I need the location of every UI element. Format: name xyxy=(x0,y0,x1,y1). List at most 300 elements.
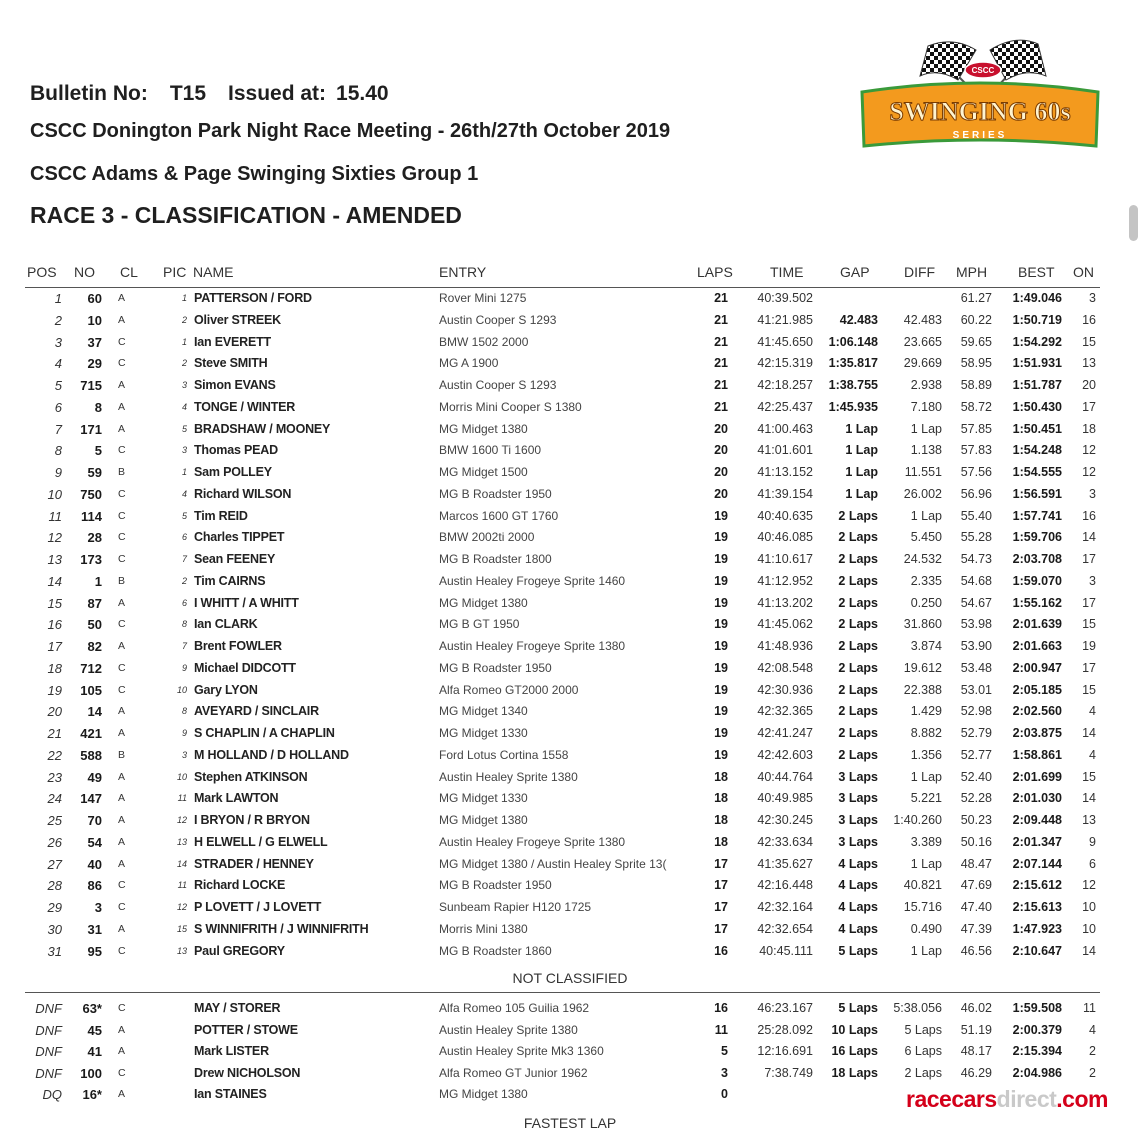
cell-pic: 13 xyxy=(176,836,187,847)
cell-diff: 22.388 xyxy=(903,682,942,697)
cell-mph: 50.23 xyxy=(960,813,992,827)
cell-best: 2:07.144 xyxy=(1012,856,1062,871)
table-row xyxy=(0,922,1140,943)
cell-best: 1:50.430 xyxy=(1012,399,1062,414)
cell-no: 28 xyxy=(87,530,102,546)
cell-name: Sean FEENEY xyxy=(194,552,276,566)
cell-best: 1:55.162 xyxy=(1012,595,1062,610)
cell-on: 12 xyxy=(1082,878,1096,893)
col-laps: LAPS xyxy=(697,264,733,280)
table-row xyxy=(0,617,1140,638)
cell-time: 42:08.548 xyxy=(757,660,813,675)
cell-entry: Alfa Romeo GT Junior 1962 xyxy=(439,1065,588,1080)
cell-on: 17 xyxy=(1082,660,1096,675)
cell-entry: Rover Mini 1275 xyxy=(439,291,527,305)
cell-mph: 47.40 xyxy=(960,900,992,914)
cell-time: 42:15.319 xyxy=(757,356,813,371)
cell-best: 2:09.448 xyxy=(1012,813,1062,827)
cell-entry: BMW 2002ti 2000 xyxy=(439,530,535,545)
cell-cl: A xyxy=(118,400,126,413)
table-row xyxy=(0,1066,1140,1087)
cell-name: Simon EVANS xyxy=(194,378,276,392)
cell-gap: 18 Laps xyxy=(831,1065,878,1080)
cell-no: 70 xyxy=(87,813,102,828)
cell-no: 59 xyxy=(87,465,102,480)
cell-cl: C xyxy=(118,509,126,522)
cell-laps: 11 xyxy=(714,1022,728,1037)
cell-best: 1:57.741 xyxy=(1012,508,1062,523)
cell-pos: 5 xyxy=(54,378,62,393)
cell-on: 15 xyxy=(1082,682,1096,697)
cell-name: MAY / STORER xyxy=(194,1001,281,1015)
cell-pos: 10 xyxy=(47,486,62,502)
cell-laps: 21 xyxy=(714,334,728,349)
cell-pos: 29 xyxy=(47,900,62,915)
cell-no: 750 xyxy=(80,486,102,502)
cell-time: 40:40.635 xyxy=(757,508,813,523)
cell-laps: 19 xyxy=(714,617,728,632)
cell-no: 60 xyxy=(87,291,102,306)
cell-best: 1:54.292 xyxy=(1012,334,1062,349)
cell-mph: 59.65 xyxy=(960,334,992,349)
cell-gap: 2 Laps xyxy=(838,617,878,632)
cell-laps: 19 xyxy=(714,573,728,588)
table-row xyxy=(0,791,1140,812)
cell-no: 16* xyxy=(82,1087,102,1102)
logo-text: SWINGING 60s xyxy=(889,97,1071,126)
cell-gap: 1:38.755 xyxy=(828,378,878,392)
cell-pos: 30 xyxy=(47,921,62,937)
cell-time: 42:42.603 xyxy=(757,747,813,762)
cell-pos: 1 xyxy=(54,291,62,306)
table-row xyxy=(0,835,1140,856)
cell-on: 20 xyxy=(1082,378,1096,392)
cell-time: 42:33.634 xyxy=(757,834,813,849)
cell-diff: 1 Lap xyxy=(910,856,942,871)
cell-mph: 53.98 xyxy=(960,617,992,632)
cell-on: 9 xyxy=(1089,834,1096,849)
cell-gap: 1:45.935 xyxy=(828,399,878,414)
cell-pic: 11 xyxy=(177,880,187,891)
cell-mph: 52.28 xyxy=(960,791,992,806)
cell-no: 712 xyxy=(80,660,102,676)
cell-time: 46:23.167 xyxy=(757,1001,813,1015)
cell-no: 10 xyxy=(87,312,102,328)
cell-pic: 1 xyxy=(181,336,187,347)
cell-laps: 21 xyxy=(714,399,728,414)
cell-entry: Alfa Romeo 105 Guilia 1962 xyxy=(439,1001,590,1015)
cell-time: 41:01.601 xyxy=(757,443,813,458)
cell-gap: 10 Laps xyxy=(831,1022,878,1037)
cell-time: 42:25.437 xyxy=(757,399,813,414)
cell-time: 41:45.650 xyxy=(757,334,813,349)
col-no: NO xyxy=(74,264,95,280)
cell-cl: C xyxy=(118,531,126,544)
cell-time: 41:39.154 xyxy=(757,486,813,501)
cell-pic: 12 xyxy=(176,815,187,825)
cell-mph: 52.79 xyxy=(960,726,992,740)
cell-cl: A xyxy=(118,814,126,826)
cell-pos: DQ xyxy=(42,1087,62,1102)
cell-laps: 21 xyxy=(714,356,728,371)
cell-pic: 4 xyxy=(181,401,187,412)
cell-laps: 18 xyxy=(714,834,728,849)
cell-cl: C xyxy=(118,357,126,370)
col-name: NAME xyxy=(193,264,234,280)
cell-pos: DNF xyxy=(35,1001,62,1016)
cell-mph: 53.48 xyxy=(960,660,992,675)
cell-pic: 11 xyxy=(177,793,187,804)
cell-laps: 20 xyxy=(714,465,728,479)
cell-entry: MG Midget 1380 xyxy=(439,1087,528,1101)
cell-no: 54 xyxy=(87,834,102,850)
cell-pic: 6 xyxy=(181,532,187,543)
table-row xyxy=(0,574,1140,595)
cell-gap: 42.483 xyxy=(839,312,878,327)
cell-entry: MG B Roadster 1800 xyxy=(439,552,552,566)
table-row xyxy=(0,639,1140,660)
cell-no: 421 xyxy=(80,726,102,741)
cell-no: 40 xyxy=(87,856,102,872)
cell-time: 40:39.502 xyxy=(757,291,813,305)
cell-laps: 19 xyxy=(714,595,728,610)
cell-mph: 46.56 xyxy=(960,943,992,958)
cell-on: 3 xyxy=(1089,573,1096,588)
cell-on: 16 xyxy=(1082,508,1096,523)
cell-entry: MG Midget 1330 xyxy=(439,791,528,806)
cell-diff: 1 Lap xyxy=(910,943,942,958)
cell-time: 42:16.448 xyxy=(757,878,813,893)
cell-pos: 18 xyxy=(47,660,62,676)
cell-best: 1:58.861 xyxy=(1012,747,1062,762)
table-row xyxy=(0,487,1140,508)
cell-mph: 56.96 xyxy=(960,486,992,501)
cell-pos: 4 xyxy=(54,356,62,372)
cell-no: 63* xyxy=(82,1001,102,1016)
cell-time: 41:13.202 xyxy=(757,595,813,610)
cell-pos: 17 xyxy=(47,639,62,654)
cell-on: 4 xyxy=(1089,747,1096,762)
cell-best: 2:15.394 xyxy=(1012,1044,1062,1058)
cell-on: 14 xyxy=(1082,726,1096,740)
cell-entry: MG Midget 1380 xyxy=(439,421,528,436)
cell-laps: 18 xyxy=(714,791,728,806)
cell-mph: 52.98 xyxy=(960,704,992,719)
cell-entry: Morris Mini Cooper S 1380 xyxy=(439,399,582,414)
cell-gap: 3 Laps xyxy=(838,791,878,806)
cell-time: 42:41.247 xyxy=(757,726,813,740)
watermark-part1: racecars xyxy=(906,1086,997,1112)
col-on: ON xyxy=(1073,264,1094,280)
cell-name: Michael DIDCOTT xyxy=(194,660,296,675)
cell-pic: 13 xyxy=(176,945,187,956)
bulletin-no-label: Bulletin No: xyxy=(30,82,148,105)
cell-pic: 7 xyxy=(181,554,187,564)
cell-name: Stephen ATKINSON xyxy=(194,769,308,784)
cell-diff: 1.429 xyxy=(910,704,942,719)
col-diff: DIFF xyxy=(904,264,936,280)
cell-pic: 9 xyxy=(181,662,187,673)
cell-pic: 1 xyxy=(181,293,187,303)
header-rule xyxy=(25,287,1100,288)
cell-mph: 54.68 xyxy=(960,573,992,588)
cell-name: Ian STAINES xyxy=(194,1087,267,1101)
cell-time: 25:28.092 xyxy=(757,1022,813,1037)
cell-laps: 19 xyxy=(714,704,728,719)
swinging-60s-logo xyxy=(858,36,1102,154)
cell-no: 588 xyxy=(80,747,102,763)
cell-cl: C xyxy=(118,444,126,457)
cell-mph: 58.72 xyxy=(960,399,992,414)
cell-pos: 13 xyxy=(47,552,62,567)
cell-on: 12 xyxy=(1082,465,1096,479)
cell-pos: 28 xyxy=(47,878,62,894)
cell-on: 15 xyxy=(1082,334,1096,349)
cell-diff: 5 Laps xyxy=(904,1022,942,1037)
cell-entry: MG Midget 1380 xyxy=(439,595,528,610)
table-row xyxy=(0,465,1140,486)
cell-laps: 19 xyxy=(714,682,728,697)
cell-pic: 3 xyxy=(181,380,187,390)
watermark-part3: .com xyxy=(1056,1086,1108,1112)
cell-entry: MG Midget 1380 xyxy=(439,813,528,827)
cell-mph: 58.89 xyxy=(960,378,992,392)
cell-diff: 3.389 xyxy=(910,834,942,849)
cell-cl: C xyxy=(118,487,126,500)
col-pic: PIC xyxy=(163,264,187,280)
cell-pic: 15 xyxy=(176,923,187,934)
cell-no: 147 xyxy=(80,791,102,807)
cell-time: 42:18.257 xyxy=(757,378,813,392)
table-row xyxy=(0,1023,1140,1044)
cell-no: 31 xyxy=(87,921,102,937)
cell-no: 29 xyxy=(87,356,102,372)
cell-diff: 31.860 xyxy=(903,617,942,632)
cell-diff: 42.483 xyxy=(903,312,942,327)
cell-no: 715 xyxy=(80,378,102,393)
cell-pos: DNF xyxy=(35,1065,62,1081)
cell-name: M HOLLAND / D HOLLAND xyxy=(194,747,349,762)
cell-name: Richard WILSON xyxy=(194,486,292,501)
cell-diff: 0.490 xyxy=(910,921,942,936)
cell-entry: MG A 1900 xyxy=(439,356,499,371)
cell-laps: 3 xyxy=(721,1065,728,1080)
cell-mph: 52.40 xyxy=(960,769,992,784)
cell-on: 13 xyxy=(1082,356,1096,371)
cell-on: 19 xyxy=(1082,639,1096,653)
cell-pos: DNF xyxy=(35,1044,62,1059)
cell-entry: Austin Healey Frogeye Sprite 1460 xyxy=(439,573,626,588)
cell-cl: B xyxy=(118,748,126,761)
table-row xyxy=(0,900,1140,921)
cell-gap: 1:06.148 xyxy=(828,334,878,349)
cell-time: 7:38.749 xyxy=(764,1065,813,1080)
cell-entry: MG Midget 1340 xyxy=(439,704,528,719)
cell-on: 18 xyxy=(1082,421,1096,436)
cell-name: H ELWELL / G ELWELL xyxy=(194,834,328,849)
cell-entry: Austin Healey Sprite Mk3 1360 xyxy=(439,1044,604,1058)
cell-on: 13 xyxy=(1082,813,1096,827)
cell-cl: B xyxy=(118,466,126,478)
cell-best: 2:02.560 xyxy=(1012,704,1062,719)
cell-on: 10 xyxy=(1082,900,1096,914)
cell-entry: Austin Healey Sprite 1380 xyxy=(439,769,578,784)
cell-name: Gary LYON xyxy=(194,682,258,697)
table-row xyxy=(0,1001,1140,1022)
cell-mph: 51.19 xyxy=(960,1022,992,1037)
cell-time: 40:46.085 xyxy=(757,530,813,545)
cell-mph: 60.22 xyxy=(960,312,992,327)
col-mph: MPH xyxy=(956,264,988,280)
cell-diff: 1 Lap xyxy=(910,508,942,523)
cell-no: 171 xyxy=(80,421,102,437)
table-row xyxy=(0,378,1140,399)
cell-entry: MG Midget 1500 xyxy=(439,465,528,479)
cell-best: 1:59.508 xyxy=(1012,1001,1062,1015)
cell-cl: A xyxy=(118,1023,126,1036)
issued-label: Issued at: xyxy=(228,82,327,105)
cell-pos: 26 xyxy=(47,834,62,850)
col-gap: GAP xyxy=(840,264,870,280)
table-row xyxy=(0,313,1140,334)
cell-pos: 22 xyxy=(47,747,62,763)
cell-diff: 2.335 xyxy=(910,573,942,588)
cell-name: STRADER / HENNEY xyxy=(194,856,314,871)
issued-time: 15.40 xyxy=(336,82,389,105)
series-title: CSCC Adams & Page Swinging Sixties Group 1 xyxy=(30,163,479,185)
cell-pic: 2 xyxy=(181,314,187,325)
cell-laps: 19 xyxy=(714,726,728,740)
cell-entry: Austin Cooper S 1293 xyxy=(439,312,557,327)
cell-diff: 8.882 xyxy=(910,726,942,740)
cell-mph: 55.28 xyxy=(960,530,992,545)
cell-cl: C xyxy=(118,1002,126,1014)
cell-mph: 57.85 xyxy=(960,421,992,436)
cell-pic: 12 xyxy=(176,902,187,912)
cell-pos: 21 xyxy=(47,726,62,741)
table-row xyxy=(0,813,1140,834)
cell-laps: 17 xyxy=(714,878,728,893)
table-row xyxy=(0,1044,1140,1065)
cell-entry: BMW 1600 Ti 1600 xyxy=(439,443,542,458)
cell-name: S WINNIFRITH / J WINNIFRITH xyxy=(194,921,369,936)
cell-best: 1:47.923 xyxy=(1012,921,1062,936)
cell-gap: 2 Laps xyxy=(838,747,878,762)
cell-cl: C xyxy=(118,553,126,565)
cell-best: 1:59.070 xyxy=(1012,573,1062,588)
table-row xyxy=(0,944,1140,965)
cell-name: I BRYON / R BRYON xyxy=(194,813,310,827)
cell-gap: 2 Laps xyxy=(838,595,878,610)
cell-pic: 5 xyxy=(181,423,187,434)
cell-time: 40:44.764 xyxy=(757,769,813,784)
cell-pic: 7 xyxy=(181,641,187,651)
cell-mph: 55.40 xyxy=(960,508,992,523)
cell-time: 41:10.617 xyxy=(757,552,813,566)
cell-on: 10 xyxy=(1082,921,1096,936)
cell-cl: A xyxy=(118,1045,126,1057)
cell-laps: 17 xyxy=(714,921,728,936)
cell-no: 95 xyxy=(87,943,102,959)
cell-entry: Austin Healey Frogeye Sprite 1380 xyxy=(439,639,626,653)
cell-entry: Alfa Romeo GT2000 2000 xyxy=(439,682,579,697)
cell-diff: 2 Laps xyxy=(904,1065,942,1080)
cell-no: 82 xyxy=(87,639,102,654)
cell-mph: 54.67 xyxy=(960,595,992,610)
table-row xyxy=(0,704,1140,725)
cell-gap: 3 Laps xyxy=(838,769,878,784)
table-row xyxy=(0,857,1140,878)
cell-laps: 21 xyxy=(714,312,728,327)
cell-time: 41:48.936 xyxy=(757,639,813,653)
cell-diff: 1 Lap xyxy=(910,421,942,436)
racecars-direct-watermark xyxy=(906,1086,1108,1113)
table-row xyxy=(0,552,1140,573)
cell-no: 100 xyxy=(80,1065,102,1081)
cell-name: Ian EVERETT xyxy=(194,334,271,349)
cell-on: 14 xyxy=(1082,530,1096,545)
cell-name: Ian CLARK xyxy=(194,617,258,632)
cell-diff: 5:38.056 xyxy=(893,1001,942,1015)
cell-best: 2:15.612 xyxy=(1012,878,1062,893)
cell-laps: 16 xyxy=(714,1001,728,1015)
cell-no: 87 xyxy=(87,595,102,611)
cell-best: 2:01.639 xyxy=(1012,617,1062,632)
cell-diff: 1:40.260 xyxy=(893,813,942,827)
cell-pos: 7 xyxy=(54,421,62,437)
scrollbar-thumb[interactable] xyxy=(1129,205,1138,241)
table-row xyxy=(0,530,1140,551)
table-row xyxy=(0,770,1140,791)
cell-mph: 58.95 xyxy=(960,356,992,371)
cell-pic: 5 xyxy=(181,510,187,521)
cell-diff: 6 Laps xyxy=(904,1044,942,1058)
cell-name: PATTERSON / FORD xyxy=(194,291,312,305)
table-row xyxy=(0,291,1140,312)
cell-no: 114 xyxy=(81,508,102,524)
cell-pic: 3 xyxy=(181,749,187,760)
cell-diff: 26.002 xyxy=(903,486,942,501)
cell-pos: 2 xyxy=(54,312,62,328)
cell-diff: 29.669 xyxy=(903,356,942,371)
cell-pic: 4 xyxy=(181,488,187,499)
cell-mph: 50.16 xyxy=(960,834,992,849)
col-time: TIME xyxy=(770,264,804,280)
cell-name: Sam POLLEY xyxy=(194,465,272,479)
cell-mph: 52.77 xyxy=(960,747,992,762)
cell-time: 40:45.111 xyxy=(759,943,813,958)
watermark-part2: direct xyxy=(996,1086,1057,1112)
cell-gap: 2 Laps xyxy=(838,704,878,719)
cell-pos: 19 xyxy=(47,682,62,698)
cell-gap: 1:35.817 xyxy=(828,356,878,371)
cell-gap: 4 Laps xyxy=(838,878,878,893)
cell-gap: 2 Laps xyxy=(838,660,878,675)
cell-laps: 19 xyxy=(714,530,728,545)
cell-on: 12 xyxy=(1082,443,1096,458)
cell-pos: 14 xyxy=(47,573,62,589)
cell-diff: 15.716 xyxy=(903,900,942,914)
cell-name: POTTER / STOWE xyxy=(194,1022,298,1037)
cell-no: 1 xyxy=(94,573,102,589)
cell-diff: 5.450 xyxy=(910,530,942,545)
cell-entry: Austin Healey Frogeye Sprite 1380 xyxy=(439,834,626,849)
cell-time: 42:30.245 xyxy=(757,813,813,827)
cell-pos: 6 xyxy=(54,399,62,415)
cell-name: I WHITT / A WHITT xyxy=(194,595,299,610)
col-pos: POS xyxy=(27,264,57,280)
cell-gap: 5 Laps xyxy=(838,943,878,958)
